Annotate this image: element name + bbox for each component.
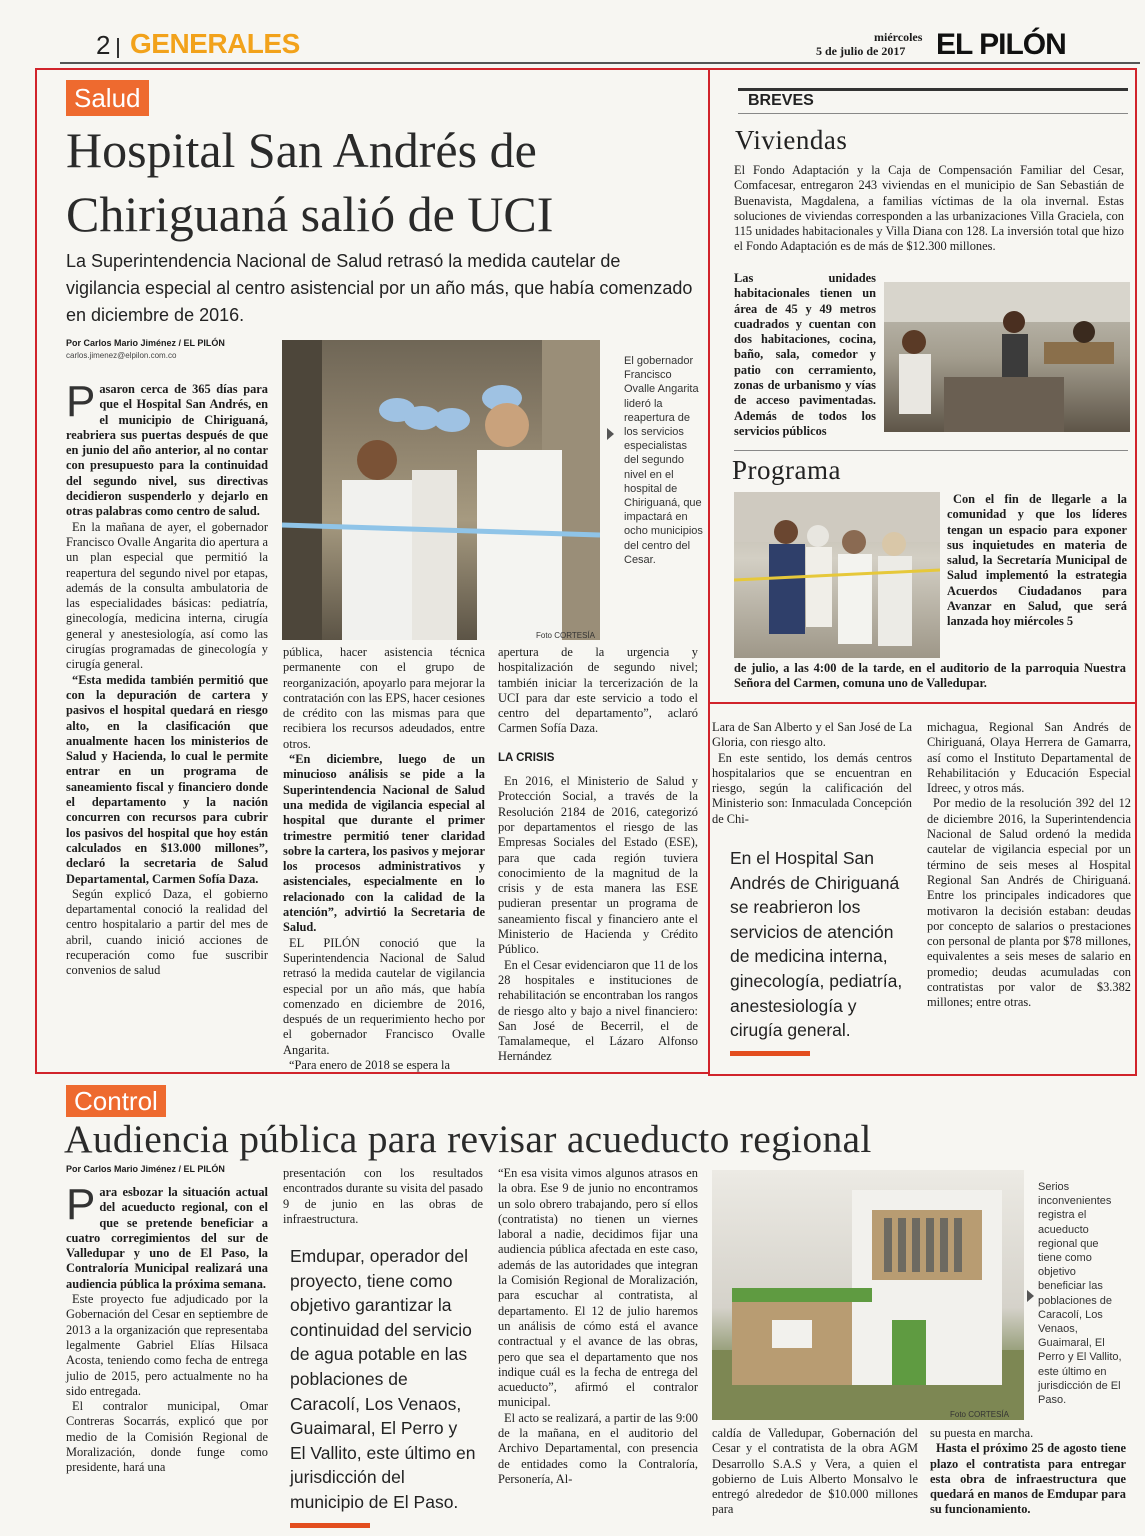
briefs-label-rule [738,113,1128,114]
bottom-col-2 [283,1166,483,1227]
header-date: 5 de julio de 2017 [816,44,906,58]
main-col2-p2: “En diciembre, luego de un minucioso análisis se pide a la Superintendencia Nacional de Salud una medida de vigilancia especial al hospital que durante el primer trimestre permitió tener claridad sobre la cartera, los pasivos y mejorar los procesos administrativos y asistenciales, especialmente en lo relacionado con la calidad de la atención”, advirtió la Secretaria de Salud. [283,752,485,935]
main-dropcap: P [66,377,96,426]
section-tag-control: Control [66,1085,166,1117]
header-weekday: miércoles [874,30,923,44]
crisis-subhead: LA CRISIS [498,751,555,764]
brief2-p2: de julio, a las 4:00 de la tarde, en el auditorio de la parroquia Nuestra Señora del Carmen, comuna uno de Valledupar. [734,661,1126,691]
bottom-col1-p2: Este proyecto fue adjudicado por la Gobernación del Cesar en septiembre de 2013 a la organización que representaba legalmente Gabriel Elías Hilsaca Acosta, teniendo como fecha de entrega julio de 2015, pero actualmente no ha sido entregada. [66,1292,268,1398]
brief1-text [734,163,1124,255]
bottom-col-1 [66,1180,268,1476]
main-col2-p4: “Para enero de 2018 se espera la [289,1058,450,1073]
main-photo-credit: Foto CORTESÍA [536,631,595,640]
bottom-byline: Por Carlos Mario Jiménez / EL PILÓN [66,1164,225,1174]
brief1-p1: El Fondo Adaptación y la Caja de Compensación Familiar del Cesar, Comfacesar, entregaron 243 viviendas en el municipio de San Sebastián de Buenavista, Magdalena, a familias víctimas de la ola invernal. Estas soluciones de viviendas corresponden a las urbanizaciones Villa Graciela, con 115 unidades habitacionales y Villa Diana con 128. La inversión total que hizo el Fondo Adaptación es de más de $12.300 millones. [734,163,1124,254]
main-email: carlos.jimenez@elpilon.com.co [66,351,177,360]
brief1-photo-illustration [884,282,1130,432]
bottom-photo-caption: Serios inconvenientes registra el acueducto regional que tiene como objetivo beneficiar las poblaciones de Caracolí, Los Venaos, Guaimaral, El Perro y El Vallito, este último en jurisdicción de El Paso. [1038,1181,1122,1407]
bottom-col-5 [930,1426,1126,1518]
main-col2-p3: EL PILÓN conoció que la Superintendencia Nacional de Salud retrasó la medida cautelar de vigilancia especial por un año más, que había comenzado en diciembre de 2016, después de un requerimiento hecho por el gobernador Francisco Ovalle Angarita. [283,935,485,1057]
main-col2-p1: pública, hacer asistencia técnica permanente con el grupo de reorganización, apoyarlo para mejorar la contratación con las EPS, hacer cesiones de crédito con las mismas para que recibiera los recursos adeudados, entre otros. [283,645,485,751]
header-divider [117,38,119,58]
brief2-p1: Con el fin de llegarle a la comunidad y que los líderes tengan un espacio para exponer sus inquietudes en materia de salud, la Secretaría Municipal de Salud implementó la estrategia Acuerdos Ciudadanos para Avanzar en Salud, que será lanzada hoy miércoles 5 [947,492,1127,629]
main-col1-p3: “Esta medida también permitió que con la depuración de cartera y pasivos el hospital quedará en riesgo alto, en la clasificación que anualmente hacen los ministerios de Salud y Hacienda, lo cual le permite entrar en un programa de saneamiento fiscal y financiero donde el departamento y la nación concurren con recursos para cubrir los pasivos del hospital que hoy están calculados en $13.000 millones”, declaró la secretaria de Salud Departamental, Carmen Sofía Daza. [66,672,268,886]
brief2-title: Programa [732,455,841,485]
brief2-photo [734,492,940,658]
bottom-col3-p1: “En esa visita vimos algunos atrasos en la obra. Ese 9 de junio no encontramos un solo obrero trabajando, pero sí ellos (contratista) no tienen un viernes laboral a nadie, decidimos fijar una audiencia pública afectada en este caso, además de las autoridades que integran la Comisión Regional de Moralización, para escuchar al contratista, al departamento. El 12 de julio haremos un análisis de cómo está el avance contractual y el avance de las obras, pero que sea el departamento que nos indique cuál es la fecha de entrega del acueducto”, afirmó el contralor municipal. [498,1166,698,1410]
bottom-col3-p2: El acto se realizará, a partir de las 9:00 de la mañana, en el auditorio del Archivo Departamental, con presencia de entidades como la Contraloría, Personería, Al- [498,1410,698,1486]
brief1-p2: Las unidades habitacionales tienen un área de 45 y 49 metros cuadrados y cuentan con dos habitaciones, cocina, baño, sala, comedor y patio con cerramiento, zonas de urbanismo y vías de acceso pavimentadas. Además de todos los servicios públicos [734,271,876,438]
bottom-pull-quote-accent-bar [290,1523,370,1528]
bottom-pull-quote [290,1244,476,1528]
briefs-rule [738,88,1128,91]
main-col3-p3: En el Cesar evidenciaron que 11 de los 28 hospitales e instituciones de rehabilitación se encontraban los rangos de riesgo alto y bajo a nivel financiero: San José de Becerril, el de Tamalameque, el Lázaro Alfonso Hernández [498,957,698,1064]
main-col-3 [498,645,698,1065]
bottom-photo-illustration [712,1170,1024,1420]
brief2-text-2 [734,661,1126,692]
brief1-text-2 [734,271,876,439]
bottom-col1-p3: El contralor municipal, Omar Contreras Socarrás, explicó que por medio de la Comisión Regional de Moralización, donde funge como presidente, hará una [66,1399,268,1475]
bottom-col-4 [712,1426,918,1518]
main-pull-quote [730,846,906,1056]
section-name: GENERALES [130,28,300,59]
bottom-col-3 [498,1166,698,1487]
bottom-caption-arrow-icon [1027,1290,1034,1302]
header-rule [60,62,1140,64]
main-col-1 [66,377,268,979]
main-headline [66,118,553,246]
main-photo [282,340,600,640]
main-col5-p1: michagua, Regional San Andrés de Chiriguaná, Olaya Herrera de Gamarra, así como el Instituto Departamental de Rehabilitación y Educación Especial Idreec, y otros más. [927,720,1131,796]
main-col-4 [712,720,912,827]
main-headline-line2: Chiriguaná salió de UCI [66,186,554,242]
main-col1-p2: En la mañana de ayer, el gobernador Francisco Ovalle Angarita dio apertura a un plan especial que permitió la reapertura del segundo nivel por etapas, además de la consulta ambulatoria de las especialidades básicas: pediatría, ginecología, medicina interna, cirugía general y anestesiología, así como las cirugías programadas de ginecología y cirugía general. [66,519,268,672]
main-photo-illustration [282,340,600,640]
bottom-col2-p1: presentación con los resultados encontrados durante su visita del pasado 9 de junio en las obras de infraestructura. [283,1166,483,1226]
main-deck: La Superintendencia Nacional de Salud retrasó la medida cautelar de vigilancia especial al centro asistencial por un año más, que había comenzado en diciembre de 2016. [66,251,693,325]
main-col1-p4: Según explicó Daza, el gobierno departamental conoció la realidad del centro hospitalario a partir del mes de abril, cuando inició acciones de recuperación como fue suscribir convenios de salud [66,886,268,978]
main-col5-p2: Por medio de la resolución 392 del 12 de diciembre 2016, la Superintendencia Nacional de Salud ordenó la medida cautelar de vigilancia especial por un término de seis meses al Hospital Regional San Andrés de Chiriguaná. Entre los principales indicadores que motivaron la decisión estaban: deudas por concepto de salarios o prestaciones con personal de planta por $78 millones, equivalentes a seis meses de salario en promedio; deudas acumuladas con contratistas por valor de $3.382 millones; entre otras. [927,796,1131,1010]
bottom-col1-p1: ara esbozar la situación actual del acueducto regional, con el que se pretende beneficiar a cuatro corregimientos del sur de Valledupar y uno de El Paso, la Contraloría Municipal realizará una audiencia pública la próxima semana. [66,1185,268,1291]
bottom-headline: Audiencia pública para revisar acueducto regional [64,1117,872,1161]
section-tag-salud: Salud [66,80,149,116]
main-col3-p2: En 2016, el Ministerio de Salud y Protección Social, a través de la Resolución 2184 de 2016, categorizó por departamentos el riesgo de las Empresas Sociales del Estado (ESE), para que cada región tuviera conocimiento de la magnitud de la crisis y de esta manera las ESE pudieran presentar un programa de saneamiento fiscal y financiero ante el Ministerio de Hacienda y Crédito Público. [498,774,698,957]
main-col3-p1: apertura de la urgencia y hospitalización de segundo nivel; también iniciar la tercerización de la UCI para dar este servicio a todo el centro del departamento”, aclaró Carmen Sofía Daza. [498,645,698,736]
bottom-col4-p1: caldía de Valledupar, Gobernación del Cesar y el contratista de la obra AGM Desarrollo S.A.S y Vera, a quien el gobierno de Luis Alberto Monsalvo le entregó alrededor de $10.000 millones para [712,1426,918,1517]
bottom-photo-credit: Foto CORTESÍA [950,1410,1009,1419]
main-col1-p1: asaron cerca de 365 días para que el Hospital San Andrés, en el municipio de Chiriguaná, reabriera sus puertas después de que en junio del año anterior, al no contar con presupuesto para la continuidad del segundo nivel, sus directivas decidieron suspenderlo y dejarlo en otras palabras como centro de salud. [66,382,268,519]
masthead-logo: EL PILÓN [936,28,1066,61]
main-photo-caption: El gobernador Francisco Ovalle Angarita lideró la reapertura de los servicios especialistas del segundo nivel en el hospital de Chiriguaná, que impactará en ocho municipios del centro del Cesar. [624,355,703,566]
briefs-label: BREVES [748,92,814,109]
bottom-col5-p2: Hasta el próximo 25 de agosto tiene plazo el contratista para entregar esta obra de infraestructura que quedará en manos de Emdupar para su funcionamiento. [930,1441,1126,1517]
brief1-title: Viviendas [735,125,848,155]
main-col-2 [283,645,485,1073]
pull-quote-accent-bar [730,1051,810,1056]
main-byline: Por Carlos Mario Jiménez / EL PILÓN [66,338,225,348]
main-col4-p1: Lara de San Alberto y el San José de La Gloria, con riesgo alto. [712,720,912,750]
main-headline-line1: Hospital San Andrés de [66,122,537,178]
main-col-5 [927,720,1131,1011]
bottom-photo [712,1170,1024,1420]
bottom-col5-p1: su puesta en marcha. [930,1426,1034,1440]
caption-arrow-icon [607,428,614,440]
brief2-photo-illustration [734,492,940,658]
bottom-dropcap: P [66,1180,96,1229]
brief1-photo [884,282,1130,432]
page-number: 2 [96,30,111,60]
main-pull-quote-text: En el Hospital San Andrés de Chiriguaná se reabrieron los servicios de atención de medicina interna, ginecología, pediatría, anestesiología y cirugía general. [730,848,903,1041]
brief-divider [734,450,1128,451]
main-col4-p2: En este sentido, los demás centros hospitalarios que se encuentran en riesgo, según la calificación del Ministerio son: Inmaculada Concepción de Chi- [712,750,912,826]
bottom-pull-quote-text: Emdupar, operador del proyecto, tiene como objetivo garantizar la continuidad del servicio de agua potable en las poblaciones de Caracolí, Los Venaos, Guaimaral, El Perro y El Vallito, este último en jurisdicción del municipio de El Paso. [290,1246,476,1512]
brief2-text [947,492,1127,630]
